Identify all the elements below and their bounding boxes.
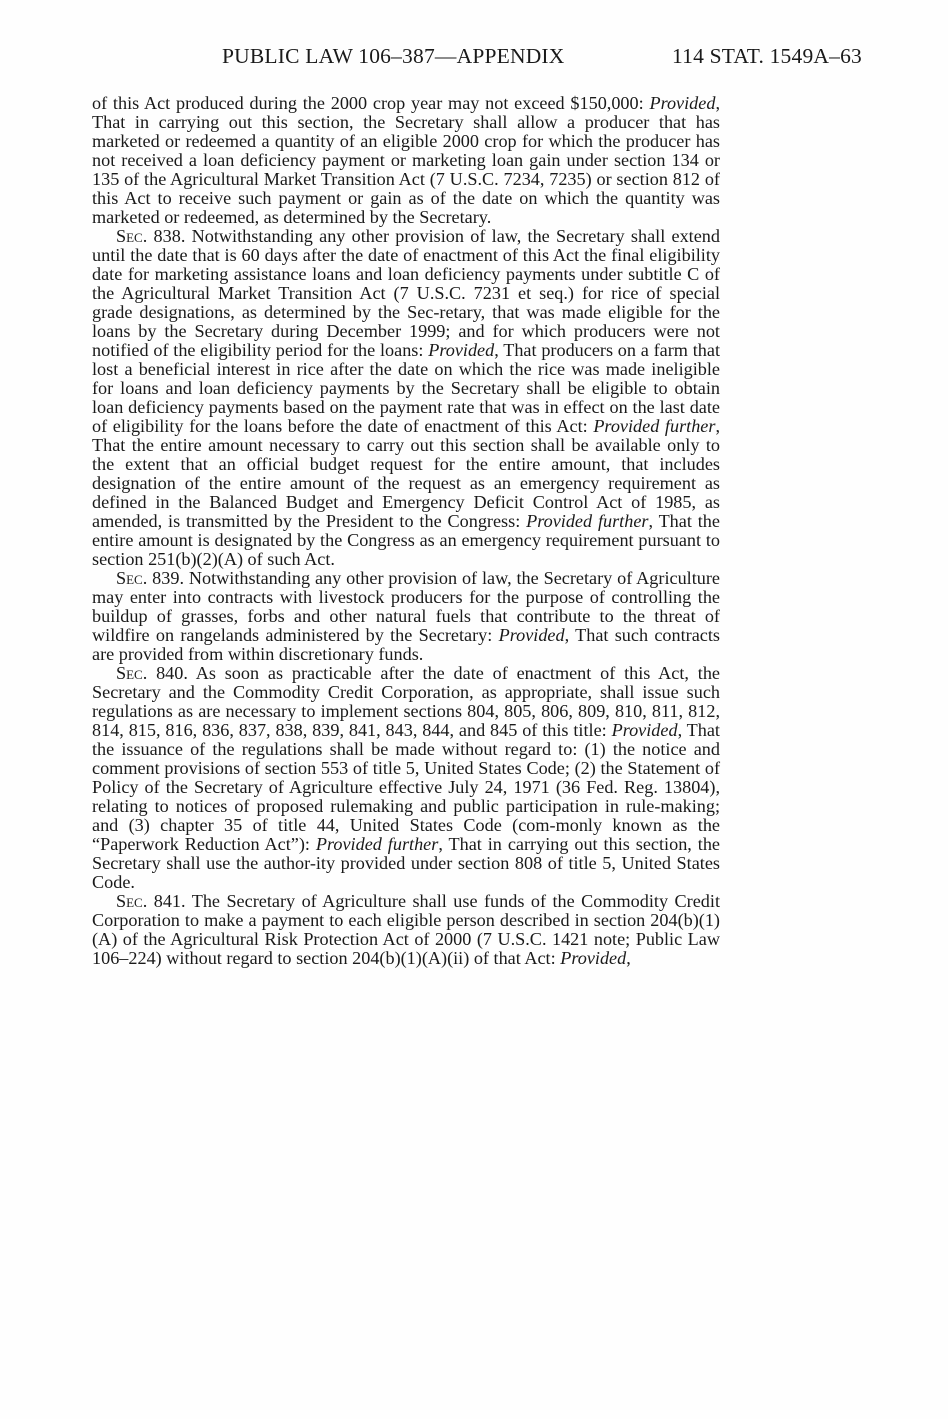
paragraph-text: , That in carrying out this section, the Secretary shall allow a producer that has marketed or redeemed a quantity of an eligible 2000 crop for which the producer has not received a loan deficiency payment or marketing loan gain under section 134 or 135 of the Agricultural Market Transition Act (7 U.S.C. 7234, 7235) or section 812 of this Act to receive such payment or gain as of the date on which the quantity was marketed or redeemed, as determined by the Secretary. (92, 93, 720, 227)
section-label: Sec (116, 568, 143, 588)
body-text (92, 94, 720, 968)
proviso-italic: Provided further (526, 511, 649, 531)
paragraph-p4 (92, 892, 720, 968)
paragraph-text: , That the entire amount necessary to carry out this section shall be available only to the extent that an official budget request for the entire amount, that includes designation of the entire amount of the request as an emergency requirement as defined in the Balanced Budget and Emergency Deficit Control Act of 1985, as amended, is transmitted by the President to the Congress: (92, 416, 720, 531)
section-label: Sec (116, 891, 143, 911)
proviso-italic: Provided (498, 625, 565, 645)
paragraph-text: of this Act produced during the 2000 crop year may not exceed $150,000: (92, 93, 650, 113)
section-label: Sec (116, 226, 143, 246)
header-page-number: 114 STAT. 1549A–63 (671, 44, 862, 68)
section-label: Sec (116, 663, 143, 683)
paragraph-p2 (92, 569, 720, 664)
running-header (222, 44, 862, 74)
paragraph-text: . 838. Notwithstanding any other provision of law, the Secretary shall extend until the date that is 60 days after the date of enactment of this Act the final eligibility date for marketing assistance loans and loan deficiency payments under subtitle C of the Agricultural Market Transition Act (7 U.S.C. 7231 et seq.) for rice of special grade designations, as determined by the Sec-​retary, that was made eligible for the loans by the Secretary during December 1999; and for which producers were not notified of the eligibility period for the loans: (92, 226, 720, 360)
proviso-italic: Provided further (315, 834, 439, 854)
paragraph-p0 (92, 94, 720, 227)
paragraph-text: . 839. Notwithstanding any other provision of law, the Secretary of Agriculture may enter into contracts with livestock producers for the purpose of controlling the buildup of grasses, forbs and other natural fuels that contribute to the threat of wildfire on rangelands administered by the Secretary: (92, 568, 720, 645)
paragraph-text: , That in carrying out this section, the Secretary shall use the author-​ity provided under section 808 of title 5, United States Code. (92, 834, 720, 892)
header-title: PUBLIC LAW 106–387—APPENDIX (222, 44, 565, 68)
proviso-italic: Provided further (593, 416, 716, 436)
paragraph-p3 (92, 664, 720, 892)
proviso-italic: Provided (428, 340, 495, 360)
proviso-italic: Provided (649, 93, 716, 113)
paragraph-text: , (626, 948, 631, 968)
proviso-italic: Provided (560, 948, 627, 968)
paragraph-p1 (92, 227, 720, 569)
paragraph-text: , That the issuance of the regulations shall be made without regard to: (1) the notice and comment provisions of section 553 of title 5, United States Code; (2) the Statement of Policy of the Secretary of Agriculture effective July 24, 1971 (36 Fed. Reg. 13804), relating to notices of proposed rulemaking and public participation in rule-​making; and (3) chapter 35 of title 44, United States Code (com-​monly known as the “Paperwork Reduction Act”): (92, 720, 720, 854)
proviso-italic: Provided (611, 720, 678, 740)
paragraph-text: . 840. As soon as practicable after the date of enactment of this Act, the Secretary and the Commodity Credit Corporation, as appropriate, shall issue such regulations as are necessary to implement sections 804, 805, 806, 809, 810, 811, 812, 814, 815, 816, 836, 837, 838, 839, 841, 843, 844, and 845 of this title: (92, 663, 720, 740)
paragraph-text: . 841. The Secretary of Agriculture shall use funds of the Commodity Credit Corporation to make a payment to each eligible person described in section 204(b)(1)(A) of the Agricultural Risk Protection Act of 2000 (7 U.S.C. 1421 note; Public Law 106–224) without regard to section 204(b)(1)(A)(ii) of that Act: (92, 891, 720, 968)
paragraph-text: , That the entire amount is designated by the Congress as an emergency requirement pursuant to section 251(b)(2)(A) of such Act. (92, 511, 720, 569)
paragraph-text: , That producers on a farm that lost a beneficial interest in rice after the date on which the rice was made ineligible for loans and loan deficiency payments by the Secretary shall be eligible to obtain loan deficiency payments based on the payment rate that was in effect on the last date of eligibility for the loans before the date of enactment of this Act: (92, 340, 721, 436)
paragraph-text: , That such contracts are provided from within discretionary funds. (92, 625, 720, 664)
